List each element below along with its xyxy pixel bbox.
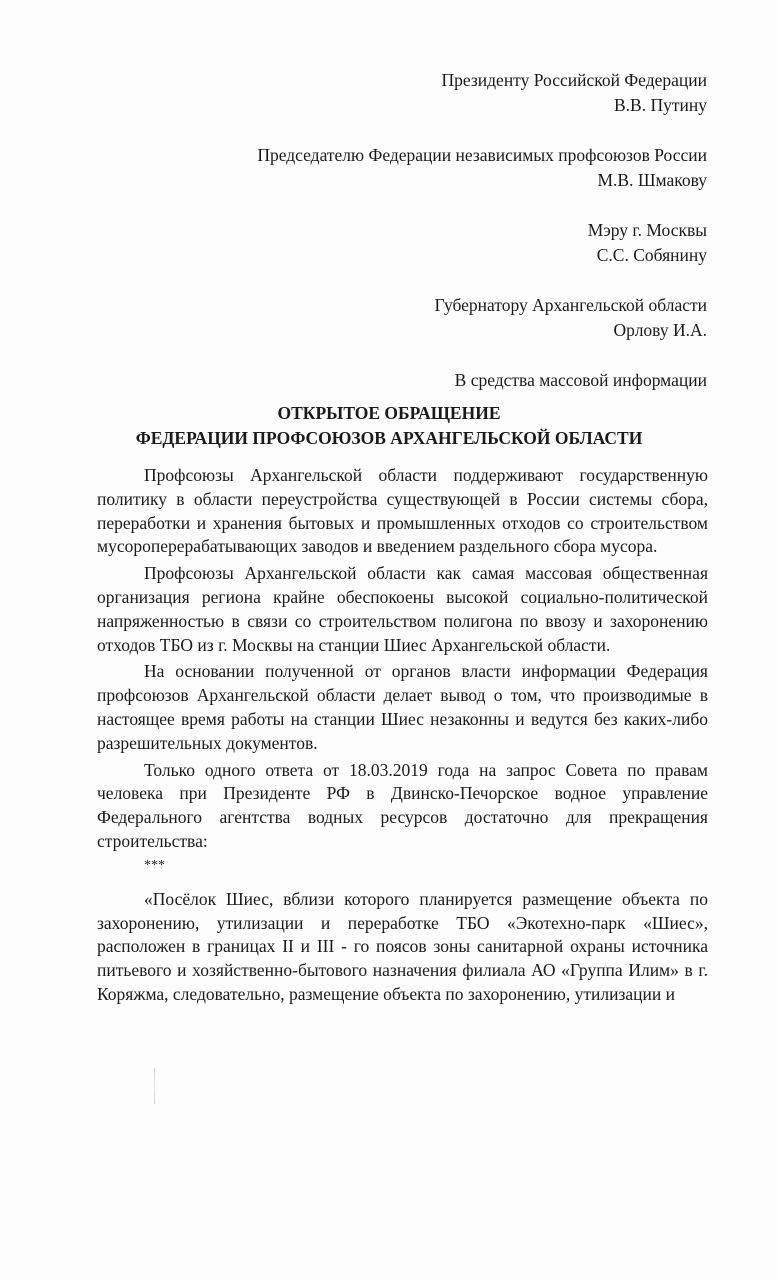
addressees-block xyxy=(187,68,707,393)
document-title xyxy=(100,401,678,451)
addressee-moscow-mayor xyxy=(187,218,707,268)
title-line-1: ОТКРЫТОЕ ОБРАЩЕНИЕ xyxy=(277,403,501,423)
paragraph-1: Профсоюзы Архангельской области поддерживают государственную политику в области переустройства существующей в России системы сбора, переработки и хранения бытовых и промышленных отходов со строительством мусороперерабатывающих заводов и введением раздельного сбора мусора. xyxy=(97,465,708,557)
addressee-name: М.В. Шмакову xyxy=(597,170,707,190)
addressee-position: Президенту Российской Федерации xyxy=(441,70,707,90)
scan-artifact xyxy=(154,1068,155,1104)
addressee-position: Мэру г. Москвы xyxy=(587,220,707,240)
addressee-position: Губернатору Архангельской области xyxy=(434,295,707,315)
addressee-media xyxy=(187,368,707,393)
addressee-name: С.С. Собянину xyxy=(596,245,707,265)
separator-stars: *** xyxy=(144,857,165,873)
addressee-fnpr-chairman xyxy=(187,143,707,193)
title-line-2: ФЕДЕРАЦИИ ПРОФСОЮЗОВ АРХАНГЕЛЬСКОЙ ОБЛАСТИ xyxy=(135,428,643,448)
addressee-name: В.В. Путину xyxy=(614,95,707,115)
addressee-position: Председателю Федерации независимых профсоюзов России xyxy=(257,145,707,165)
paragraph-2: Профсоюзы Архангельской области как самая массовая общественная организация региона крайне обеспокоены высокой социально-политической напряженностью в связи со строительством полигона по ввозу и захоронению отходов ТБО из г. Москвы на станции Шиес Архангельской области. xyxy=(97,563,708,655)
addressee-position: В средства массовой информации xyxy=(454,370,707,390)
quoted-response: «Посёлок Шиес, вблизи которого планируется размещение объекта по захоронению, утилизации и переработке ТБО «Экотехно-парк «Шиес», расположен в границах II и III - го поясов зоны санитарной охраны источника питьевого и хозяйственно-бытового назначения филиала АО «Группа Илим» в г. Коряжма, следовательно, размещение объекта по захоронению, утилизации и xyxy=(97,888,708,1004)
addressee-president xyxy=(187,68,707,118)
document-body xyxy=(97,464,708,1007)
paragraph-4: Только одного ответа от 18.03.2019 года на запрос Совета по правам человека при Президенте РФ в Двинско-Печорское водное управление Федерального агентства водных ресурсов достаточно для прекращения строительства: xyxy=(97,759,708,851)
addressee-governor xyxy=(187,293,707,343)
paragraph-3: На основании полученной от органов власти информации Федерация профсоюзов Архангельской области делает вывод о том, что производимые в настоящее время работы на станции Шиес незаконны и ведутся без каких-либо разрешительных документов. xyxy=(97,661,708,753)
addressee-name: Орлову И.А. xyxy=(613,320,707,340)
